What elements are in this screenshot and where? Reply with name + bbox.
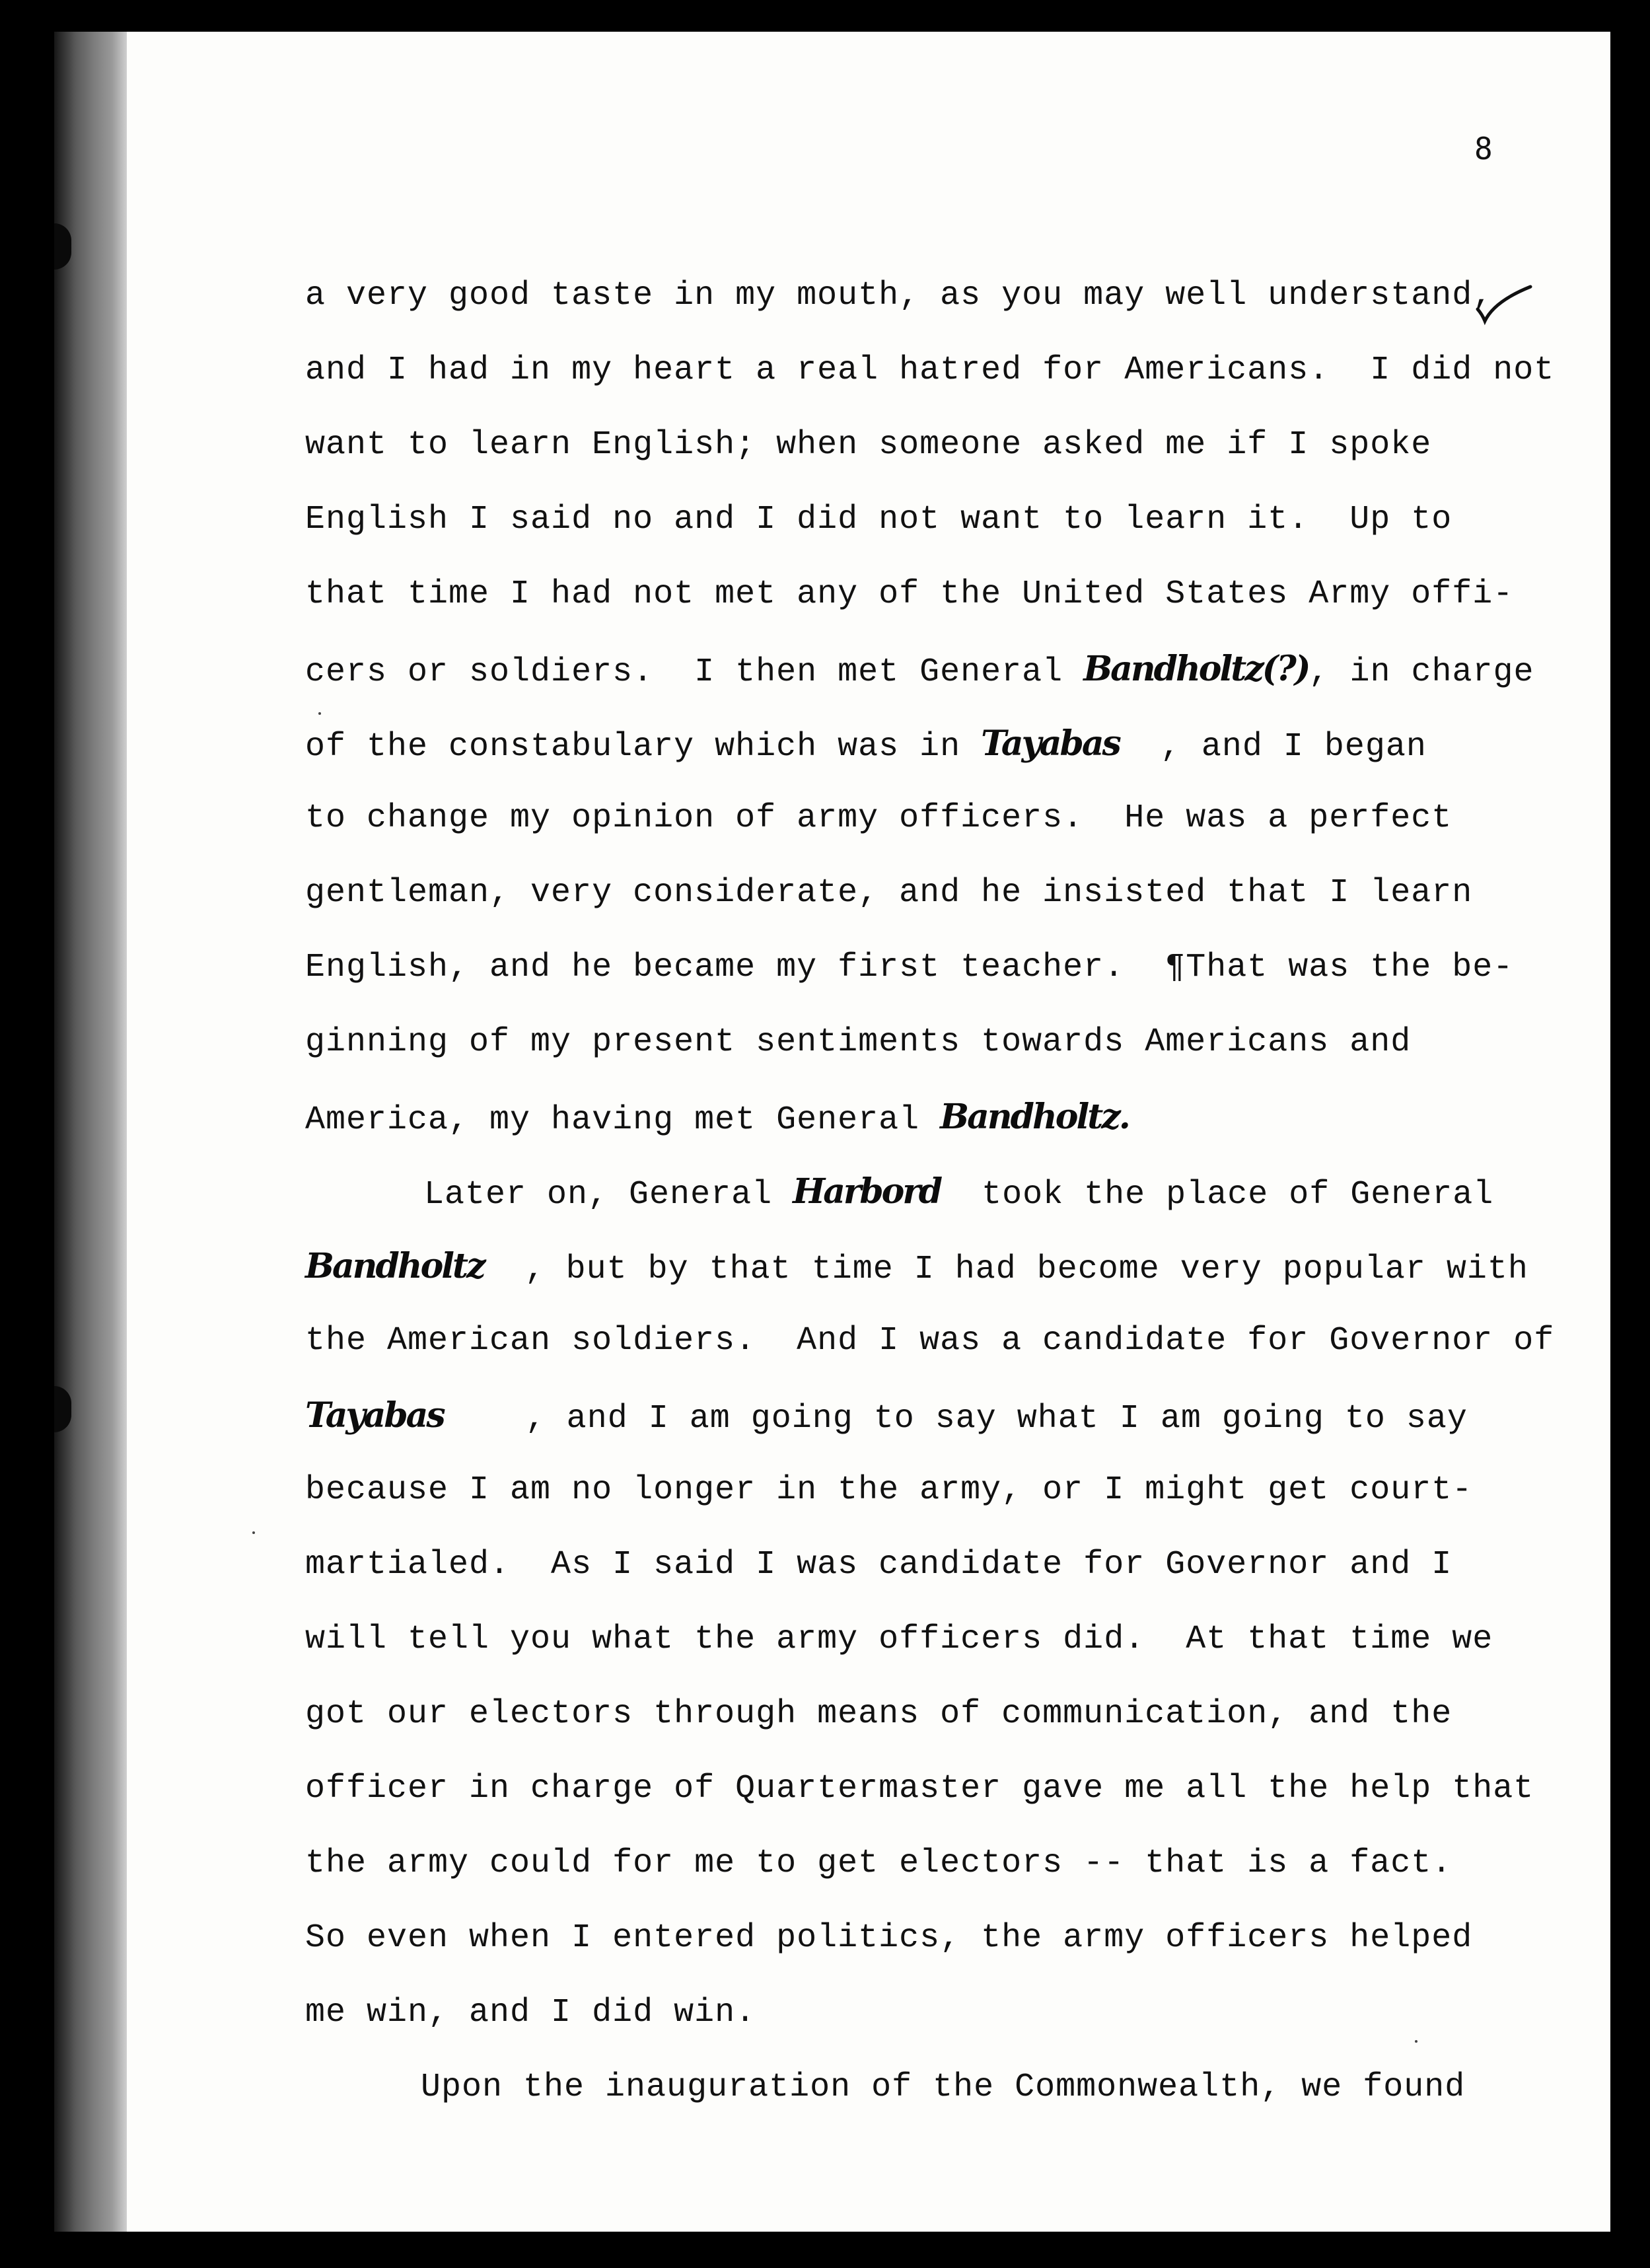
- text-line: [305, 1097, 1129, 1140]
- text-line: [305, 1396, 1468, 1439]
- text-line: officer in charge of Quartermaster gave me all the help that: [305, 1770, 1534, 1808]
- text-line: English I said no and I did not want to learn it. Up to: [305, 501, 1453, 538]
- handwritten-name: Tayabas: [981, 723, 1120, 764]
- text-line: a very good taste in my mouth, as you may well understand,: [305, 277, 1493, 314]
- text-line: [305, 724, 1427, 767]
- text-line: will tell you what the army officers did. At that time we: [305, 1621, 1493, 1658]
- line-text: , and I began: [1119, 728, 1427, 766]
- line-text: of the constabulary which was in: [305, 728, 982, 766]
- document-page: [54, 32, 1610, 2232]
- handwritten-name: Bandholtz: [305, 1246, 484, 1286]
- handwritten-name: Harbord: [793, 1171, 941, 1212]
- text-line: the army could for me to get electors -- that is a fact.: [305, 1845, 1453, 1882]
- text-line: and I had in my heart a real hatred for Americans. I did not: [305, 351, 1555, 389]
- text-line: got our electors through means of communication, and the: [305, 1695, 1453, 1733]
- line-text: America, my having met General: [305, 1101, 941, 1139]
- handwritten-name: Bandholtz(?): [1083, 649, 1309, 689]
- handwritten-name: Tayabas: [305, 1395, 444, 1436]
- text-line: gentleman, very considerate, and he insisted that I learn: [305, 874, 1473, 912]
- line-text: cers or soldiers. I then met General: [305, 653, 1084, 691]
- text-line: [305, 649, 1534, 692]
- line-text: , but by that time I had become very popular with: [484, 1251, 1528, 1288]
- page-number: 8: [1474, 131, 1493, 166]
- line-text: , and I am going to say what I am going to say: [443, 1400, 1468, 1438]
- text-line: that time I had not met any of the United States Army offi-: [305, 575, 1514, 613]
- text-line: the American soldiers. And I was a candidate for Governor of: [305, 1322, 1555, 1360]
- text-line: English, and he became my first teacher. ¶That was the be-: [305, 949, 1514, 986]
- text-line: Upon the inauguration of the Commonwealth, we found: [421, 2068, 1466, 2106]
- text-line: [305, 1247, 1528, 1290]
- text-line: martialed. As I said I was candidate for Governor and I: [305, 1546, 1453, 1584]
- text-line: So even when I entered politics, the army officers helped: [305, 1919, 1473, 1957]
- text-line: because I am no longer in the army, or I might get court-: [305, 1471, 1473, 1509]
- scan-speck: [252, 1531, 255, 1534]
- punch-hole: [54, 1386, 71, 1432]
- text-line: want to learn English; when someone asked me if I spoke: [305, 426, 1432, 464]
- text-line: me win, and I did win.: [305, 1994, 756, 2031]
- line-text: took the place of General: [941, 1176, 1494, 1214]
- line-text: , in charge: [1309, 653, 1534, 691]
- handwritten-name: Bandholtz.: [940, 1097, 1129, 1137]
- scan-speck: [318, 712, 321, 715]
- text-line: [424, 1172, 1493, 1215]
- text-line: ginning of my present sentiments towards Americans and: [305, 1023, 1412, 1061]
- typed-body-text: [54, 32, 1555, 2106]
- line-text: Later on, General: [424, 1176, 793, 1214]
- scan-speck: [1415, 2040, 1417, 2043]
- text-line: to change my opinion of army officers. He was a perfect: [305, 799, 1453, 837]
